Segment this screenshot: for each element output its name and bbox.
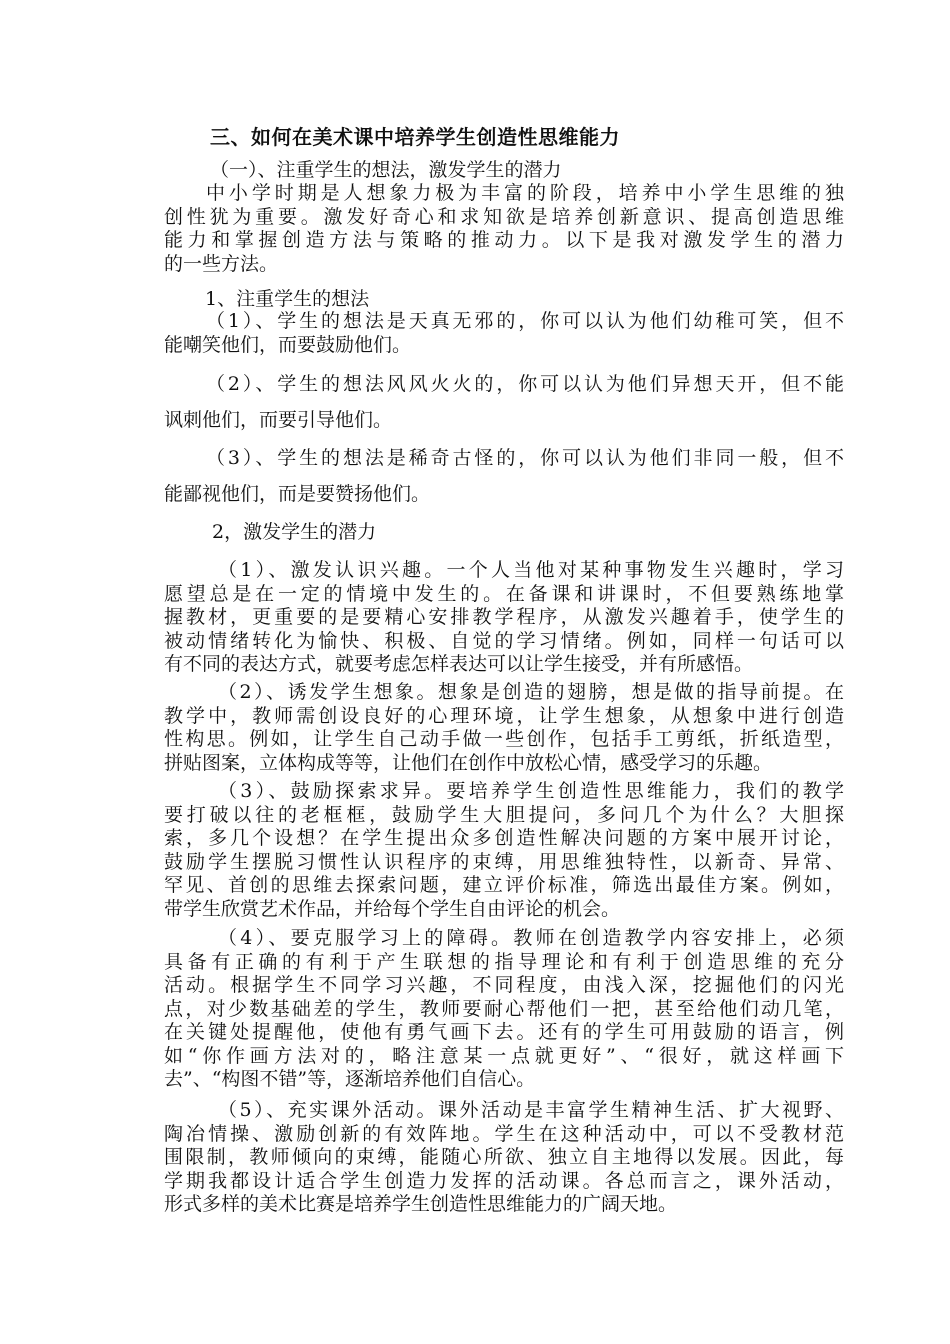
text-line: （3）、学生的想法是稀奇古怪的，你可以认为他们非同一般，但不 [206, 447, 844, 469]
text-line: 形式多样的美术比赛是培养学生创造性思维能力的广阔天地。 [164, 1193, 678, 1215]
item-paragraph [164, 310, 844, 357]
text-line: 教学中，教师需创设良好的心理环境，让学生想象，从想象中进行创造 [164, 704, 844, 727]
text-line: 索，多几个设想？在学生提出众多创造性解决问题的方案中展开讨论， [164, 827, 844, 849]
text-line: 要打破以往的老框框，鼓励学生大胆提问，多问几个为什么？大胆探 [164, 803, 844, 826]
body-paragraph [164, 681, 844, 775]
text-line: 被动情绪转化为愉快、积极、自觉的学习情绪。例如，同样一句话可以 [164, 629, 844, 652]
text-line: 带学生欣赏艺术作品，并给每个学生自由评论的机会。 [164, 897, 621, 920]
text-line: 去”、“构图不错”等，逐渐培养他们自信心。 [164, 1068, 536, 1090]
body-paragraph [164, 1099, 844, 1217]
text-line: 能鄙视他们，而是要赞扬他们。 [164, 483, 431, 505]
text-line: 愿望总是在一定的情境中发生的。在备课和讲课时，不但要熟练地掌 [164, 582, 844, 605]
text-line: 点，对少数基础差的学生，教师要耐心帮他们一把，甚至给他们动几笔， [164, 997, 844, 1020]
text-line: 能嘲笑他们，而要鼓励他们。 [164, 333, 412, 356]
text-line: （1）、学生的想法是天真无邪的，你可以认为他们幼稚可笑，但不 [206, 310, 844, 332]
text-line: 活动。根据学生不同学习兴趣，不同程度，由浅入深，挖掘他们的闪光 [164, 974, 844, 996]
section-heading: （一）、注重学生的想法，激发学生的潜力 [210, 159, 562, 181]
text-line: 有不同的表达方式，就要考虑怎样表达可以让学生接受，并有所感悟。 [164, 653, 754, 675]
text-line: 罕见、首创的思维去探索问题，建立评价标准，筛选出最佳方案。例如， [164, 874, 844, 896]
page-title: 三、如何在美术课中培养学生创造性思维能力 [210, 125, 620, 149]
text-line: 的一些方法。 [164, 252, 279, 275]
body-paragraph [164, 927, 844, 1092]
subsection-heading: 1、注重学生的想法 [205, 288, 370, 310]
text-line: 鼓励学生摆脱习惯性认识程序的束缚，用思维独特性，以新奇、异常、 [164, 850, 844, 873]
text-line: 中小学时期是人想象力极为丰富的阶段，培养中小学生思维的独 [206, 182, 844, 204]
text-line: 握教材，更重要的是要精心安排教学程序，从激发兴趣着手，使学生的 [164, 606, 844, 628]
text-line: （4）、要克服学习上的障碍。教师在创造教学内容安排上，必须 [218, 927, 844, 949]
intro-paragraph [164, 182, 844, 276]
item-paragraph [164, 440, 844, 512]
text-line: 性构思。例如，让学生自己动手做一些创作，包括手工剪纸，折纸造型， [164, 728, 844, 750]
text-line: 围限制，教师倾向的束缚，能随心所欲、独立自主地得以发展。因此，每 [164, 1146, 844, 1168]
subsection-heading: 2，激发学生的潜力 [212, 521, 377, 543]
text-line: 陶冶情操、激励创新的有效阵地。学生在这种活动中，可以不受教材范 [164, 1122, 844, 1145]
text-line: 具备有正确的有利于产生联想的指导理论和有利于创造思维的充分 [164, 950, 844, 973]
body-paragraph [164, 780, 844, 921]
text-line: 拼贴图案，立体构成等等，让他们在创作中放松心情，感受学习的乐趣。 [164, 751, 773, 774]
text-line: （2）、诱发学生想象。想象是创造的翅膀，想是做的指导前提。在 [218, 681, 844, 703]
text-line: 学期我都设计适合学生创造力发挥的活动课。各总而言之，课外活动， [164, 1169, 844, 1192]
text-line: （5）、充实课外活动。课外活动是丰富学生精神生活、扩大视野、 [218, 1099, 844, 1121]
item-paragraph [164, 366, 844, 438]
text-line: 能力和掌握创造方法与策略的推动力。以下是我对激发学生的潜力 [164, 229, 844, 251]
text-line: （3）、鼓励探索求异。要培养学生创造性思维能力，我们的教学 [218, 780, 844, 802]
text-line: （2）、学生的想法风风火火的，你可以认为他们异想天开，但不能 [206, 373, 844, 395]
body-paragraph [164, 559, 844, 677]
text-line: 如“你作画方法对的，略注意某一点就更好”、“很好，就这样画下 [164, 1044, 844, 1067]
text-line: （1）、激发认识兴趣。一个人当他对某种事物发生兴趣时，学习 [218, 559, 844, 581]
text-line: 在关键处提醒他，使他有勇气画下去。还有的学生可用鼓励的语言，例 [164, 1021, 844, 1043]
text-line: 创性犹为重要。激发好奇心和求知欲是培养创新意识、提高创造思维 [164, 205, 844, 228]
text-line: 讽刺他们，而要引导他们。 [164, 409, 393, 431]
